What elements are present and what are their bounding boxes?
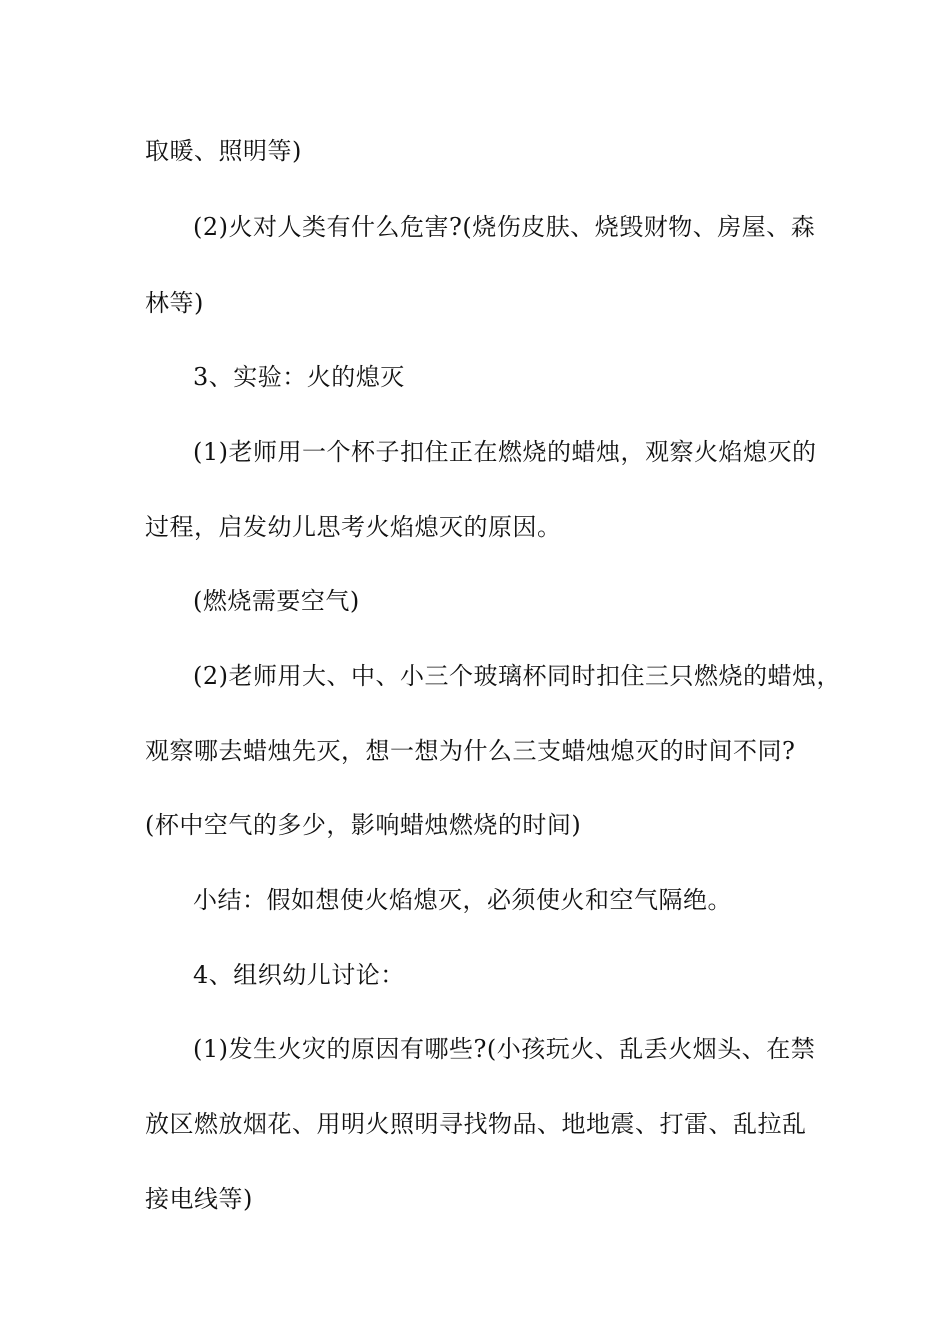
text-line-11: 小结：假如想使火焰熄灭，必须使火和空气隔绝。	[193, 886, 732, 914]
text-line-15: 接电线等)	[145, 1185, 253, 1213]
text-line-2: (2)火对人类有什么危害?(烧伤皮肤、烧毁财物、房屋、森	[193, 213, 816, 241]
text-line-4: 3、实验：火的熄灭	[193, 363, 405, 391]
text-line-9: 观察哪去蜡烛先灭，想一想为什么三支蜡烛熄灭的时间不同?	[145, 737, 796, 765]
text-line-5: (1)老师用一个杯子扣住正在燃烧的蜡烛，观察火焰熄灭的	[193, 438, 817, 466]
text-line-1: 取暖、照明等)	[145, 137, 302, 165]
text-line-13: (1)发生火灾的原因有哪些?(小孩玩火、乱丢火烟头、在禁	[193, 1035, 816, 1063]
text-line-8: (2)老师用大、中、小三个玻璃杯同时扣住三只燃烧的蜡烛，	[193, 662, 841, 690]
text-line-3: 林等)	[145, 289, 204, 317]
text-line-6: 过程，启发幼儿思考火焰熄灭的原因。	[145, 513, 562, 541]
text-line-10: (杯中空气的多少，影响蜡烛燃烧的时间)	[145, 811, 582, 839]
text-line-14: 放区燃放烟花、用明火照明寻找物品、地地震、打雷、乱拉乱	[145, 1110, 807, 1138]
text-line-7: (燃烧需要空气)	[193, 587, 360, 615]
text-line-12: 4、组织幼儿讨论：	[193, 961, 405, 989]
